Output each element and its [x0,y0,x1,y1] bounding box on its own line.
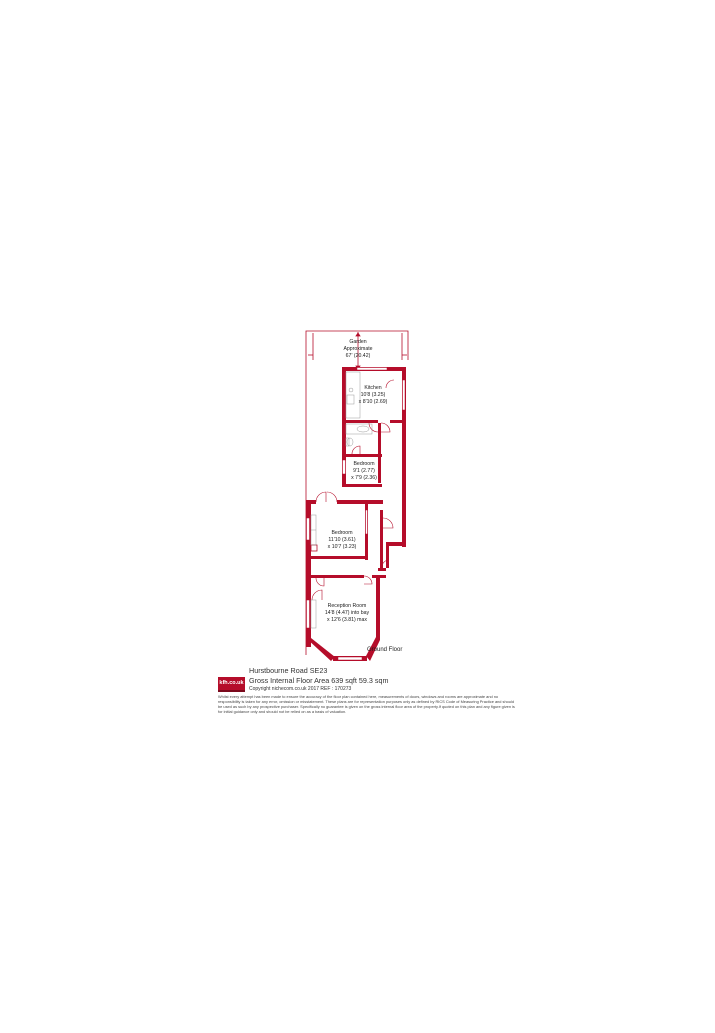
floor-label: Ground Floor [367,647,403,653]
copyright-line: Copyright nichecom.co.uk 2017 REF : 170273 [249,686,352,692]
bedroom-lower-dim-2: x 10'7 (3.23) [327,544,357,550]
bedroom-upper-name: Bedroom [353,461,375,467]
toilet [347,438,353,446]
kfh-logo: kfh.co.uk [218,677,245,692]
kitchen-dim-2: x 8'10 (2.69) [358,399,388,405]
garden-label [332,339,384,360]
kitchen-label [353,385,393,406]
bedroom-lower-dim-1: 11'10 (3.61) [328,537,356,543]
gross-internal-area: Gross Internal Floor Area 639 sqft 59.3 sqm [249,676,389,685]
garden-dims: 67' (20.42) [345,353,371,359]
bedroom-lower-label [320,530,364,551]
reception-label [316,603,378,624]
bedroom-upper-label [344,461,384,482]
bedroom-upper-dim-1: 9'1 (2.77) [353,468,375,474]
bedroom-lower-name: Bedroom [331,530,353,536]
bath [346,424,372,434]
reception-dim-1: 14'8 (4.47) into bay [324,610,370,616]
property-address: Hurstbourne Road SE23 [249,666,328,675]
reception-dim-2: x 12'6 (3.81) max [327,617,367,623]
kitchen-dim-1: 10'8 (3.25) [360,392,386,398]
garden-approx: Approximate [343,346,373,352]
doors [312,380,394,600]
reception-name: Reception Room [327,603,367,609]
garden-name: Garden [349,339,367,345]
kitchen-front-wall [342,420,378,423]
bedroom-upper-dim-2: x 7'9 (2.36) [351,475,377,481]
disclaimer-text: Whilst every attempt has been made to ensure the accuracy of the floor plan contained here, measurements of doors, windows and rooms are approximate and no responsibility is taken for any error, omission or misstatement. These plans are for representation purposes only as defined by RICS Code of Measuring Practice and should be used as such by any prospective purchaser. Specifically no guarantee is given on the gross internal floor area of the property.If quoted on this plan and any figure given is for initial guidance only and should not be relied on as a basis of valuation. [218,694,515,714]
kitchen-name: Kitchen [364,385,382,391]
